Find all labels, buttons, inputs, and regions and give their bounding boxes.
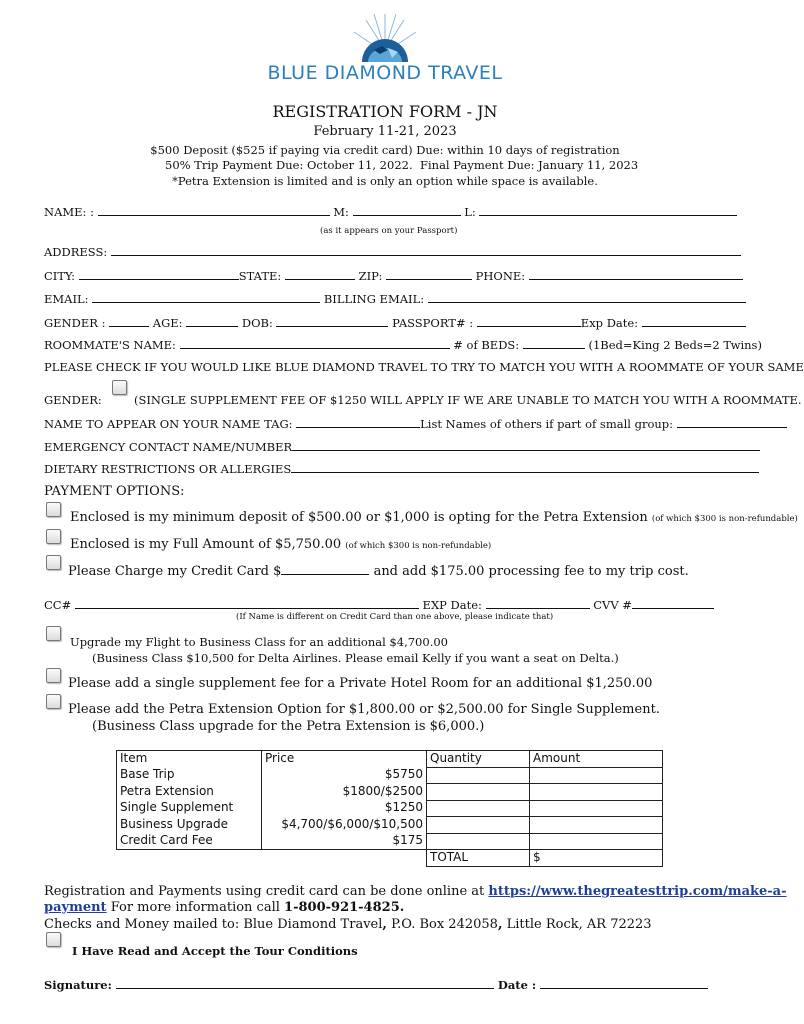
price-cell: $4,700/$6,000/$10,500 xyxy=(262,817,427,834)
online-payment-text: Registration and Payments using credit card can be done online at xyxy=(44,884,485,899)
single-supplement-note: (SINGLE SUPPLEMENT FEE OF $1250 WILL APPLY IF WE ARE UNABLE TO MATCH YOU WITH A ROOMMATE. xyxy=(134,393,802,407)
deposit-checkbox[interactable] xyxy=(46,502,61,517)
name-label: NAME: : xyxy=(44,205,94,219)
diamond-logo-icon xyxy=(262,10,508,66)
full-amount-text: Enclosed is my Full Amount of $5,750.00 xyxy=(70,537,342,552)
cc-exp-input[interactable] xyxy=(486,597,590,609)
cc-name-note: (If Name is different on Credit Card than one above, please indicate that) xyxy=(236,612,554,622)
name-input[interactable] xyxy=(98,204,330,216)
date-input[interactable] xyxy=(540,977,708,989)
city-state: Little Rock, AR 72223 xyxy=(506,917,652,932)
exp-date-input[interactable] xyxy=(642,315,746,327)
petra-note: (Business Class upgrade for the Petra Extension is $6,000.) xyxy=(92,719,485,734)
cc-input[interactable] xyxy=(75,597,419,609)
price-table xyxy=(116,750,663,867)
billing-email-label: BILLING EMAIL: xyxy=(323,292,425,306)
zip-label: ZIP: xyxy=(358,269,383,283)
total-amount-cell[interactable]: $ xyxy=(530,850,663,867)
credit-card-amount-input[interactable] xyxy=(281,563,369,575)
name-tag-label: NAME TO APPEAR ON YOUR NAME TAG: xyxy=(44,417,293,431)
amount-cell[interactable] xyxy=(530,767,663,784)
trip-payment-note: 50% Trip Payment Due: October 11, 2022. xyxy=(165,158,413,172)
price-cell: $1250 xyxy=(262,800,427,817)
item-cell: Petra Extension xyxy=(117,784,262,801)
quantity-header: Quantity xyxy=(427,751,530,768)
middle-input[interactable] xyxy=(353,204,461,216)
logo xyxy=(262,10,508,86)
total-row xyxy=(117,850,663,867)
quantity-cell[interactable] xyxy=(427,800,530,817)
table-row xyxy=(117,833,663,850)
passport-input[interactable] xyxy=(477,315,581,327)
price-cell: $1800/$2500 xyxy=(262,784,427,801)
accept-text: I Have Read and Accept the Tour Conditions xyxy=(72,944,358,958)
payment-link-continued[interactable]: payment xyxy=(44,900,107,915)
roommate-input[interactable] xyxy=(180,337,450,349)
zip-input[interactable] xyxy=(386,268,472,280)
email-input[interactable] xyxy=(92,291,320,303)
accept-checkbox[interactable] xyxy=(46,932,61,947)
full-amount-note: (of which $300 is non-refundable) xyxy=(345,541,492,551)
deposit-option-text: Enclosed is my minimum deposit of $500.00 or $1,000 is opting for the Petra Extension xyxy=(70,510,648,525)
quantity-cell[interactable] xyxy=(427,817,530,834)
po-box: P.O. Box 242058 xyxy=(391,917,498,932)
phone-label: PHONE: xyxy=(475,269,526,283)
city-input[interactable] xyxy=(79,268,239,280)
match-roommate-text: PLEASE CHECK IF YOU WOULD LIKE BLUE DIAMOND TRAVEL TO TRY TO MATCH YOU WITH A ROOMMATE OF YOUR SAME xyxy=(44,360,804,374)
quantity-cell[interactable] xyxy=(427,833,530,850)
address-input[interactable] xyxy=(111,244,741,256)
exp-date-label: Exp Date: xyxy=(580,316,639,330)
payment-link[interactable]: https://www.thegreatesttrip.com/make-a- xyxy=(488,884,787,899)
full-amount-checkbox[interactable] xyxy=(46,529,61,544)
price-cell: $175 xyxy=(262,833,427,850)
logo-text: BLUE DIAMOND TRAVEL xyxy=(267,62,503,84)
petra-checkbox[interactable] xyxy=(46,694,61,709)
item-cell: Base Trip xyxy=(117,767,262,784)
gender-label: GENDER : xyxy=(44,316,106,330)
dob-input[interactable] xyxy=(276,315,388,327)
beds-label: # of BEDS: xyxy=(453,338,520,352)
cc-label: CC# xyxy=(44,598,72,612)
emergency-input[interactable] xyxy=(292,439,760,451)
upgrade-note: (Business Class $10,500 for Delta Airlines. Please email Kelly if you want a seat on Delta.) xyxy=(92,651,619,665)
emergency-label: EMERGENCY CONTACT NAME/NUMBER xyxy=(44,440,293,454)
quantity-cell[interactable] xyxy=(427,784,530,801)
deposit-note: $500 Deposit ($525 if paying via credit card) Due: within 10 days of registration xyxy=(150,143,620,157)
price-cell: $5750 xyxy=(262,767,427,784)
beds-input[interactable] xyxy=(523,337,585,349)
state-input[interactable] xyxy=(285,268,355,280)
age-label: AGE: xyxy=(152,316,183,330)
group-names-label: List Names of others if part of small group: xyxy=(420,417,674,431)
amount-cell[interactable] xyxy=(530,833,663,850)
state-label: STATE: xyxy=(238,269,282,283)
total-label: TOTAL xyxy=(427,850,530,867)
age-input[interactable] xyxy=(186,315,238,327)
form-title: REGISTRATION FORM - JN xyxy=(272,102,498,121)
last-label: L: xyxy=(464,205,476,219)
cvv-label: CVV # xyxy=(593,598,632,612)
match-roommate-checkbox[interactable] xyxy=(112,380,127,395)
dietary-label: DIETARY RESTRICTIONS OR ALLERGIES xyxy=(44,462,292,476)
single-supplement-text: Please add a single supplement fee for a Private Hotel Room for an additional $1,250.00 xyxy=(68,676,653,691)
trip-dates: February 11-21, 2023 xyxy=(313,124,457,139)
dietary-input[interactable] xyxy=(291,461,759,473)
table-header-row xyxy=(117,751,663,768)
info-text: For more information call xyxy=(110,900,280,915)
item-header: Item xyxy=(117,751,262,768)
gender-match-label: GENDER: xyxy=(44,393,102,407)
phone-input[interactable] xyxy=(529,268,743,280)
item-cell: Credit Card Fee xyxy=(117,833,262,850)
middle-label: M: xyxy=(333,205,349,219)
table-row xyxy=(117,800,663,817)
credit-card-text: Please Charge my Credit Card $ xyxy=(68,564,282,579)
signature-label: Signature: xyxy=(44,978,112,992)
empty-cell xyxy=(117,850,262,867)
table-row xyxy=(117,767,663,784)
cvv-input[interactable] xyxy=(632,597,714,609)
phone-number: 1-800-921-4825. xyxy=(284,900,405,915)
amount-header: Amount xyxy=(530,751,663,768)
deposit-option-note: (of which $300 is non-refundable) xyxy=(651,514,798,524)
upgrade-text: Upgrade my Flight to Business Class for an additional $4,700.00 xyxy=(70,635,448,649)
passport-label: PASSPORT# : xyxy=(392,316,474,330)
amount-cell[interactable] xyxy=(530,784,663,801)
petra-text: Please add the Petra Extension Option for $1,800.00 or $2,500.00 for Single Supplement. xyxy=(68,702,660,717)
upgrade-checkbox[interactable] xyxy=(46,626,61,641)
name-tag-input[interactable] xyxy=(296,416,420,428)
item-cell: Business Upgrade xyxy=(117,817,262,834)
amount-cell[interactable] xyxy=(530,800,663,817)
quantity-cell[interactable] xyxy=(427,767,530,784)
city-label: CITY: xyxy=(44,269,76,283)
last-input[interactable] xyxy=(479,204,737,216)
billing-email-input[interactable] xyxy=(428,291,746,303)
group-names-input[interactable] xyxy=(677,416,787,428)
address-label: ADDRESS: xyxy=(44,245,108,259)
petra-limited-note: *Petra Extension is limited and is only an option while space is available. xyxy=(172,174,598,188)
beds-note: (1Bed=King 2 Beds=2 Twins) xyxy=(588,338,762,352)
signature-input[interactable] xyxy=(116,977,494,989)
gender-input[interactable] xyxy=(109,315,149,327)
price-header: Price xyxy=(262,751,427,768)
amount-cell[interactable] xyxy=(530,817,663,834)
final-payment-note: Final Payment Due: January 11, 2023 xyxy=(420,158,639,172)
email-label: EMAIL: xyxy=(44,292,89,306)
processing-fee-text: and add $175.00 processing fee to my trip cost. xyxy=(373,564,689,579)
dob-label: DOB: xyxy=(241,316,273,330)
credit-card-checkbox[interactable] xyxy=(46,555,61,570)
payment-heading: PAYMENT OPTIONS: xyxy=(44,484,185,499)
table-row xyxy=(117,817,663,834)
table-row xyxy=(117,784,663,801)
date-label: Date : xyxy=(497,978,537,992)
passport-note: (as it appears on your Passport) xyxy=(320,226,458,236)
cc-exp-label: EXP Date: xyxy=(422,598,482,612)
mail-text: Checks and Money mailed to: Blue Diamond Travel xyxy=(44,917,383,932)
item-cell: Single Supplement xyxy=(117,800,262,817)
single-supplement-checkbox[interactable] xyxy=(46,668,61,683)
roommate-label: ROOMMATE'S NAME: xyxy=(44,338,176,352)
empty-cell xyxy=(262,850,427,867)
